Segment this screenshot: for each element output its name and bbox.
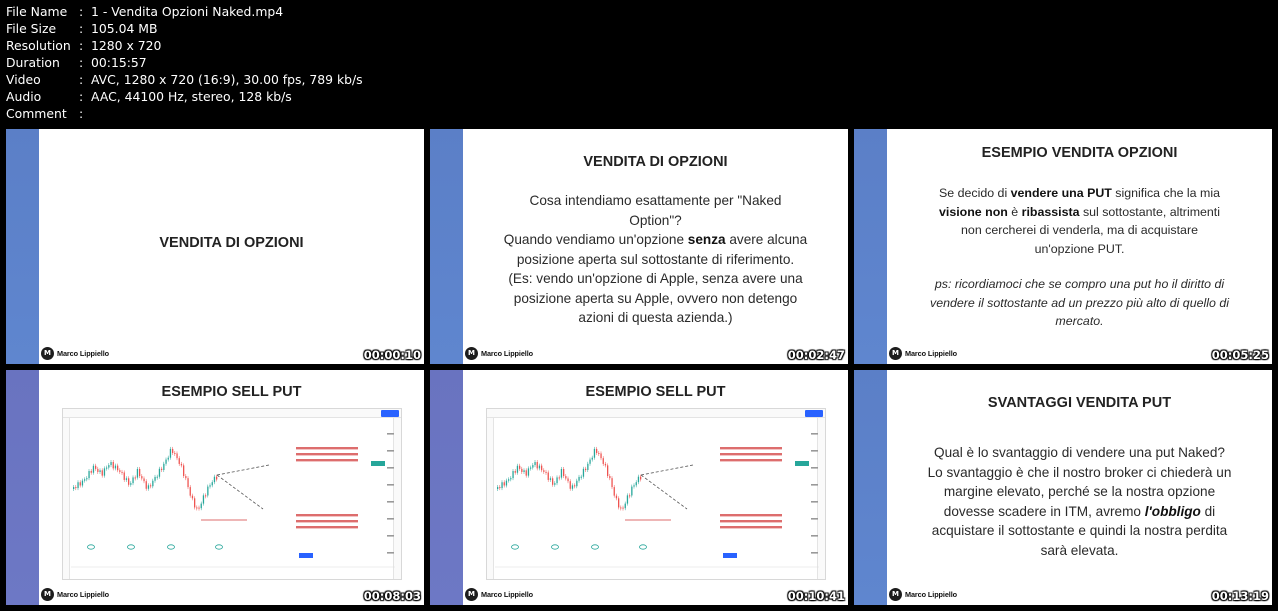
ml-monogram-icon: M xyxy=(889,347,902,360)
price-axis-tick xyxy=(811,501,818,503)
brand-logo xyxy=(889,588,957,601)
brand-logo xyxy=(465,588,533,601)
slide-note-line xyxy=(887,312,1272,331)
candle-body xyxy=(609,476,610,478)
video-thumbnail-2[interactable] xyxy=(430,129,848,364)
price-axis-tick xyxy=(387,552,394,554)
candle-body xyxy=(499,487,500,488)
slide-body-text: dovesse scadere in ITM, avremo xyxy=(943,503,1145,519)
candle-body xyxy=(552,478,553,484)
candle-body xyxy=(185,476,186,478)
slide-body-text: Quando vendiamo un'opzione xyxy=(503,232,688,247)
candle-body xyxy=(161,469,162,470)
slide-body-bold: vendere una PUT xyxy=(1010,186,1112,200)
candle-body xyxy=(504,482,505,485)
candle-body xyxy=(633,485,634,486)
slide-body-text: di xyxy=(1200,503,1216,519)
candle-body xyxy=(567,478,568,481)
chart-toolbar xyxy=(63,409,401,418)
candle-body xyxy=(512,471,513,478)
candle-body xyxy=(629,495,630,496)
candle-body xyxy=(640,477,641,480)
candle-body xyxy=(625,504,626,509)
thumbnail-timestamp: 00:08:03 xyxy=(363,589,421,603)
event-marker xyxy=(592,545,599,549)
candle-body xyxy=(581,477,582,478)
candle-body xyxy=(216,477,217,480)
candle-body xyxy=(565,476,566,478)
chart-annotation-text xyxy=(720,514,782,516)
brand-logo xyxy=(41,588,109,601)
slide-note-line xyxy=(887,275,1272,294)
logo-text: Marco Lippiello xyxy=(905,590,958,599)
candle-body xyxy=(592,458,593,460)
candle-body xyxy=(106,468,107,469)
candle-body xyxy=(589,460,590,464)
file-info-panel xyxy=(6,3,363,122)
logo-text: Marco Lippiello xyxy=(57,349,110,358)
candle-body xyxy=(154,477,155,481)
candle-body xyxy=(636,482,637,485)
candle-body xyxy=(638,477,639,482)
candle-body xyxy=(212,482,213,485)
candle-body xyxy=(113,462,114,468)
candle-body xyxy=(532,465,533,468)
candle-body xyxy=(508,479,509,480)
slide-side-bar xyxy=(854,370,887,605)
video-thumbnail-3[interactable] xyxy=(854,129,1272,364)
candle-body xyxy=(539,466,540,469)
candle-body xyxy=(80,482,81,485)
publish-button xyxy=(381,410,399,417)
file-info-row-resolution xyxy=(6,37,363,54)
candle-body xyxy=(600,453,601,458)
candle-body xyxy=(88,471,89,478)
chart-annotation-text xyxy=(720,459,782,461)
candle-body xyxy=(84,479,85,480)
file-info-colon: : xyxy=(79,21,84,36)
slide-side-bar xyxy=(430,370,463,605)
slide-note-text: mercato. xyxy=(1055,314,1104,328)
brand-logo xyxy=(889,347,957,360)
ml-monogram-icon: M xyxy=(41,347,54,360)
candle-body xyxy=(618,498,619,507)
candle-body xyxy=(75,487,76,488)
candle-body xyxy=(143,478,144,481)
file-info-colon: : xyxy=(79,55,84,70)
thumbnail-timestamp: 00:02:47 xyxy=(787,348,845,362)
price-axis-tick xyxy=(387,450,394,452)
slide-body-line: azioni di questa azienda.) xyxy=(578,310,733,325)
file-info-value: 1280 x 720 xyxy=(91,38,162,53)
candle-body xyxy=(607,465,608,476)
candle-body xyxy=(137,469,138,478)
slide-body xyxy=(887,184,1272,331)
chart-annotation-text xyxy=(720,526,782,528)
price-axis-tick xyxy=(811,433,818,435)
price-axis-tick xyxy=(387,484,394,486)
price-axis-tick xyxy=(811,552,818,554)
candle-body xyxy=(110,462,111,465)
candle-body xyxy=(130,483,131,485)
candle-body xyxy=(201,504,202,509)
brand-logo xyxy=(465,347,533,360)
event-marker xyxy=(552,545,559,549)
candle-body xyxy=(515,471,516,473)
slide-body-line: Lo svantaggio è che il nostro broker ci chiederà un xyxy=(927,464,1232,480)
slide-body-text: significa che la mia xyxy=(1111,186,1220,200)
candle-body xyxy=(86,478,87,479)
event-marker xyxy=(512,545,519,549)
file-info-value: 1 - Vendita Opzioni Naked.mp4 xyxy=(91,4,284,19)
file-info-row-audio xyxy=(6,88,363,105)
slide-note-text: vendere il sottostante ad un prezzo più alto di quello di xyxy=(930,295,1229,310)
event-marker xyxy=(128,545,135,549)
candle-body xyxy=(190,487,191,496)
candle-body xyxy=(183,465,184,476)
thumbnail-timestamp: 00:05:25 xyxy=(1211,348,1269,362)
candle-body xyxy=(172,449,173,453)
candle-body xyxy=(559,477,560,478)
candle-body xyxy=(148,485,149,488)
chart-annotation-text xyxy=(296,514,358,516)
candle-body xyxy=(135,477,136,478)
chart-annotation-text xyxy=(296,526,358,528)
price-label xyxy=(371,461,385,466)
candle-body xyxy=(603,458,604,464)
video-thumbnail-1[interactable] xyxy=(6,129,424,364)
slide-title: ESEMPIO SELL PUT xyxy=(161,384,302,400)
candle-body xyxy=(587,464,588,470)
event-marker xyxy=(168,545,175,549)
slide-body-line: un'opzione PUT. xyxy=(1034,241,1125,256)
trading-chart-screenshot xyxy=(62,408,402,580)
candle-body xyxy=(139,469,140,476)
file-info-value: 00:15:57 xyxy=(91,55,147,70)
candle-body xyxy=(578,477,579,481)
candle-body xyxy=(192,496,193,499)
slide-side-bar xyxy=(6,370,39,605)
projection-line-up xyxy=(217,465,269,475)
candle-body xyxy=(528,468,529,475)
chart-annotation-text xyxy=(296,447,358,449)
candle-body xyxy=(506,481,507,486)
slide-title: VENDITA DI OPZIONI xyxy=(159,235,304,251)
file-info-key: File Size xyxy=(6,21,57,36)
candle-body xyxy=(614,487,615,496)
slide-body-line: posizione aperta sul sottostante di riferimento. xyxy=(516,251,795,267)
candle-body xyxy=(150,485,151,486)
chart-drawing-tools xyxy=(63,418,70,579)
logo-text: Marco Lippiello xyxy=(481,349,534,358)
slide-side-bar xyxy=(430,129,463,364)
candle-body xyxy=(526,470,527,475)
price-axis-tick xyxy=(811,484,818,486)
logo-text: Marco Lippiello xyxy=(57,590,110,599)
candle-body xyxy=(97,469,98,472)
slide-body-bold: visione non xyxy=(939,204,1008,219)
slide-note-line xyxy=(887,294,1272,313)
candle-body xyxy=(497,487,498,489)
logo-text: Marco Lippiello xyxy=(481,590,534,599)
price-axis-tick xyxy=(811,518,818,520)
file-info-colon: : xyxy=(79,38,84,53)
file-info-value: AAC, 44100 Hz, stereo, 128 kb/s xyxy=(91,89,292,104)
candle-body xyxy=(168,458,169,460)
candle-body xyxy=(519,466,520,469)
file-info-row-comment xyxy=(6,105,363,122)
candle-body xyxy=(214,477,215,482)
candle-body xyxy=(104,468,105,475)
candle-body xyxy=(548,472,549,479)
price-axis-tick xyxy=(387,433,394,435)
candle-body xyxy=(594,449,595,458)
slide-body-line: non cercherei di venderla, ma di acquistare xyxy=(961,223,1198,237)
candle-body xyxy=(82,481,83,486)
price-axis-tick xyxy=(387,501,394,503)
candle-body xyxy=(570,481,571,489)
candle-body xyxy=(119,470,120,472)
slide-title: SVANTAGGI VENDITA PUT xyxy=(987,395,1172,411)
candle-body xyxy=(77,482,78,488)
candle-body xyxy=(73,487,74,489)
candle-body xyxy=(543,470,544,472)
candle-body xyxy=(510,478,511,479)
slide-body-line: acquistare il sottostante e quindi la nostra perdita xyxy=(931,523,1228,538)
candle-body xyxy=(517,466,518,473)
candle-body xyxy=(616,496,617,499)
candle-body xyxy=(545,472,546,473)
file-info-key: Comment xyxy=(6,106,67,121)
candle-body xyxy=(554,483,555,485)
candle-body xyxy=(203,495,204,503)
candle-body xyxy=(95,466,96,469)
candle-body xyxy=(174,453,175,454)
slide-body-text: sul sottostante, altrimenti xyxy=(1079,204,1220,219)
slide-body-text: avere alcuna xyxy=(725,232,808,247)
candle-body xyxy=(102,470,103,475)
event-marker xyxy=(88,545,95,549)
candle-body xyxy=(128,478,129,484)
candle-body xyxy=(170,449,171,458)
chart-annotation-text xyxy=(296,520,358,522)
candle-body xyxy=(196,507,197,508)
candle-body xyxy=(91,471,92,473)
candle-body xyxy=(537,462,538,468)
candle-body xyxy=(99,470,100,472)
candle-body xyxy=(563,469,564,476)
slide-body-line xyxy=(887,184,1272,203)
thumbnail-timestamp: 00:00:10 xyxy=(363,348,421,362)
candle-body xyxy=(530,468,531,469)
slide-body-bold-italic: l'obbligo xyxy=(1144,503,1201,519)
candle-body xyxy=(93,466,94,473)
file-info-key: Duration xyxy=(6,55,60,70)
candlestick-chart xyxy=(71,419,395,579)
slide-body-text: è xyxy=(1007,204,1022,219)
candle-body xyxy=(108,465,109,468)
candle-body xyxy=(627,495,628,503)
candle-body xyxy=(176,453,177,458)
file-info-key: File Name xyxy=(6,4,68,19)
chart-drawing-tools xyxy=(487,418,494,579)
candle-body xyxy=(152,481,153,487)
file-info-colon: : xyxy=(79,106,84,121)
slide-title: ESEMPIO VENDITA OPZIONI xyxy=(981,145,1178,161)
file-info-key: Video xyxy=(6,72,41,87)
file-info-row-size xyxy=(6,20,363,37)
candle-body xyxy=(115,466,116,469)
ml-monogram-icon: M xyxy=(465,347,478,360)
file-info-key: Resolution xyxy=(6,38,71,53)
price-label xyxy=(795,461,809,466)
candle-body xyxy=(534,462,535,465)
candle-body xyxy=(141,476,142,478)
file-info-row-name xyxy=(6,3,363,20)
candle-body xyxy=(205,495,206,496)
slide-body-line: sarà elevata. xyxy=(1040,542,1119,558)
file-info-colon: : xyxy=(79,72,84,87)
candle-body xyxy=(163,464,164,470)
candle-body xyxy=(124,472,125,479)
candle-body xyxy=(561,469,562,478)
candle-body xyxy=(157,477,158,478)
date-label xyxy=(299,553,313,558)
projection-line-down xyxy=(641,475,687,509)
file-info-row-duration xyxy=(6,54,363,71)
candle-body xyxy=(572,485,573,488)
candle-body xyxy=(181,464,182,465)
candle-body xyxy=(622,508,623,509)
slide-body-line: margine elevato, perché se la nostra opzione xyxy=(943,484,1216,499)
slide-side-bar xyxy=(854,129,887,364)
slide-body-bold xyxy=(1145,504,1201,519)
candle-body xyxy=(159,469,160,477)
ml-monogram-icon: M xyxy=(465,588,478,601)
slide-note-text: ps: ricordiamoci che se compro una put ho il diritto di xyxy=(934,277,1225,291)
price-axis-tick xyxy=(811,535,818,537)
slide-body-line xyxy=(463,230,848,250)
candle-body xyxy=(187,478,188,487)
file-info-value: AVC, 1280 x 720 (16:9), 30.00 fps, 789 kb/s xyxy=(91,72,363,87)
logo-text: Marco Lippiello xyxy=(905,349,958,358)
candle-body xyxy=(631,487,632,496)
slide-title: VENDITA DI OPZIONI xyxy=(583,154,728,170)
slide-title: ESEMPIO SELL PUT xyxy=(585,384,726,400)
file-info-colon: : xyxy=(79,89,84,104)
candle-body xyxy=(165,460,166,464)
thumbnail-timestamp: 00:13:19 xyxy=(1211,589,1269,603)
slide-body xyxy=(463,191,848,328)
candle-body xyxy=(121,472,122,473)
file-info-row-video xyxy=(6,71,363,88)
candle-body xyxy=(117,466,118,471)
price-axis-tick xyxy=(811,467,818,469)
candle-body xyxy=(596,449,597,453)
candle-body xyxy=(556,477,557,483)
candle-body xyxy=(521,469,522,472)
candle-body xyxy=(179,458,180,464)
candle-body xyxy=(583,469,584,477)
projection-line-up xyxy=(641,465,693,475)
file-info-value: 105.04 MB xyxy=(91,21,158,36)
thumbnail-timestamp: 00:10:41 xyxy=(787,589,845,603)
trading-chart-screenshot xyxy=(486,408,826,580)
price-axis-tick xyxy=(387,535,394,537)
candle-body xyxy=(146,481,147,489)
projection-line-down xyxy=(217,475,263,509)
price-axis-tick xyxy=(387,467,394,469)
slide-side-bar xyxy=(6,129,39,364)
candle-body xyxy=(198,508,199,509)
slide-body-bold: senza xyxy=(687,232,726,247)
candle-body xyxy=(209,485,210,486)
slide-body-line xyxy=(887,502,1272,522)
chart-annotation-text xyxy=(296,453,358,455)
chart-annotation-text xyxy=(720,453,782,455)
candle-body xyxy=(598,453,599,454)
price-axis-tick xyxy=(387,518,394,520)
candle-body xyxy=(585,469,586,470)
candle-body xyxy=(541,466,542,471)
file-info-colon: : xyxy=(79,4,84,19)
video-thumbnail-5[interactable] xyxy=(430,370,848,605)
candle-body xyxy=(550,478,551,480)
video-thumbnail-6[interactable] xyxy=(854,370,1272,605)
publish-button xyxy=(805,410,823,417)
video-thumbnail-4[interactable] xyxy=(6,370,424,605)
chart-annotation-text xyxy=(296,459,358,461)
candle-body xyxy=(207,487,208,496)
event-marker xyxy=(216,545,223,549)
candle-body xyxy=(605,464,606,465)
chart-annotation-text xyxy=(720,447,782,449)
chart-annotation-text xyxy=(720,520,782,522)
slide-body xyxy=(887,443,1272,560)
candle-body xyxy=(576,481,577,487)
slide-body-line: Cosa intendiamo esattamente per "Naked xyxy=(529,193,782,208)
chart-toolbar xyxy=(487,409,825,418)
candle-body xyxy=(501,482,502,488)
ml-monogram-icon: M xyxy=(889,588,902,601)
slide-body-line: Qual è lo svantaggio di vendere una put Naked? xyxy=(934,445,1225,460)
date-label xyxy=(723,553,737,558)
candle-body xyxy=(523,470,524,472)
candle-body xyxy=(620,507,621,508)
candle-body xyxy=(194,498,195,507)
price-axis-tick xyxy=(811,450,818,452)
slide-body-line: (Es: vendo un'opzione di Apple, senza avere una xyxy=(508,271,803,286)
candle-body xyxy=(132,477,133,483)
slide-body-bold: ribassista xyxy=(1021,204,1080,219)
slide-body-line xyxy=(887,203,1272,222)
slide-body-text: Se decido di xyxy=(939,186,1011,200)
candle-body xyxy=(574,485,575,486)
event-marker xyxy=(640,545,647,549)
ml-monogram-icon: M xyxy=(41,588,54,601)
candlestick-chart xyxy=(495,419,819,579)
candle-body xyxy=(611,478,612,487)
file-info-key: Audio xyxy=(6,89,42,104)
candle-body xyxy=(126,478,127,480)
slide-body-line: Option"? xyxy=(629,212,682,228)
brand-logo xyxy=(41,347,109,360)
slide-body-line: posizione aperta su Apple, ovvero non detengo xyxy=(513,290,798,306)
